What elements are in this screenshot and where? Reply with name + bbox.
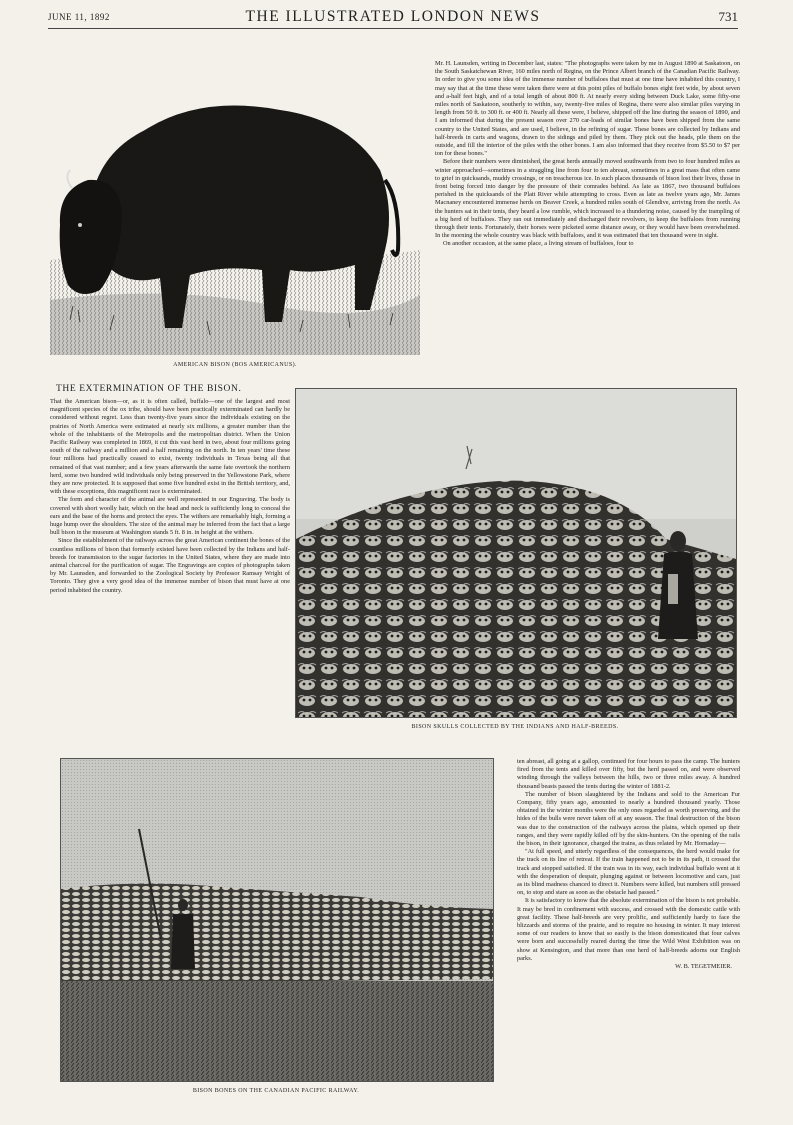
paragraph: The number of bison slaughtered by the Indians and sold to the American Fur Company, fifty years ago, amounted to nearly a hundred thousand yearly. Those obtained in the winter months were the only ones regarded as worth preserving, and the hides of the bulls were never taken off at any season. The final destruction of the bison was due to the construction of the railways across the plains, which opened up their ranges, and they were rapidly killed off by the skin-hunters. On the opening of the rails the bison, in their ignorance, charged the trains, as thus related by Mr. Hornaday— bbox=[517, 790, 740, 848]
paragraph: Before their numbers were diminished, the great herds annually moved southwards from two to four hundred miles as winter approached—sometimes in a straggling line from four to ten abreast, sometimes in a great mass that often came to grief in quicksands, muddy crossings, or on treacherous ice. In such places thousands of bison lost their lives, those in front being forced into danger by the pressure of their comrades behind. As late as 1867, two thousand buffaloes perished in the quicksands of the Platt River while attempting to cross. Even as late as twelve years ago, Mr. James Macnaney encountered immense herds on Beaver Creek, a hundred miles south of Glendive, arriving from the north. As the hunters sat in their tents, they heard a low rumble, which increased to a thundering noise, caused by the trampling of a big herd of buffaloes. They ran out immediately and discharged their revolvers, to keep the buffaloes from running through their tents. Fortunately, their horses were picketed some distance away, or they would have been overwhelmed. In the morning the whole country was black with buffaloes, and it was estimated that ten thousand were in sight. bbox=[435, 158, 740, 240]
bison-engraving bbox=[50, 60, 420, 355]
issue-date: JUNE 11, 1892 bbox=[48, 12, 110, 22]
paragraph: That the American bison—or, as it is often called, buffalo—one of the largest and most magnificent species of the ox tribe, should have been practically exterminated can hardly be considered without regret. Less than twenty-five years since the individuals existing on the prairies of North America were estimated at nearly six millions, a greater number than the whole of the inhabitants of the Metropolis and the metropolitan district. When the Union Pacific Railway was completed in 1869, it cut this vast herd in two, about four millions going south of the railway and a million and a half remaining on the north. In ten years' time these four millions had practically ceased to exist, twenty individuals in Texas being all that remained of that vast number; and a few years afterwards the same fate overtook the northern herd, some two hundred wild individuals only being preserved in the Yellowstone Park, where they are now protected. It is supposed that some five hundred exist in the British territory, and, with these exceptions, this magnificent race is exterminated. bbox=[50, 398, 290, 496]
page-number: 731 bbox=[718, 9, 738, 24]
paragraph: The form and character of the animal are well represented in our Engraving. The body is covered with short woolly hair, which on the head and neck is sufficiently long to conceal the ears and the base of the horns and protect the eyes. The withers are remarkably high, forming a huge hump over the shoulders. The size of the animal may be inferred from the fact that a large bull bison in the museum at Washington stands 5 ft. 8 in. in height at the withers. bbox=[50, 496, 290, 537]
article-right-bottom bbox=[517, 758, 740, 971]
paragraph: Mr. H. Launsden, writing in December last, states: "The photographs were taken by me in August 1890 at Saskatoon, on the South Saskatchewan River, 160 miles north of Regina, on the Prince Albert branch of the Canadian Pacific Railway. In order to give you some idea of the immense number of buffaloes that must at one time have inhabited this country, I may say that at the time these were taken there were at this point piles of buffalo bones eight feet wide, by about seven and a-half feet high, and of a total length of about 800 ft. At nearly every siding between Duck Lake, some fifty-one miles north of Saskatoon, southerly to within, say, twenty-five miles of Regina, there were also similar piles varying in length from 50 ft. to 300 ft. or 400 ft. Nearly all these were, I believe, shipped off the line during the season of 1890, and I am informed that during the present season over 270 car-loads of similar bones have been shipped from the same country to the United States, and are used, I believe, in the refining of sugar. These bones are collected by Indians and half-breeds in carts and wagons, drawn to the sidings and piled by them. They pick out the heads, pile them on the outside, and fill the interior of the piles with the other bones. I am also informed that they receive from $5.50 to $7 per ton for these bones." bbox=[435, 60, 740, 158]
paragraph: "At full speed, and utterly regardless of the consequences, the herd would make for the track on its line of retreat. If the train happened not to be in its path, it crossed the track and stopped satisfied. If the train was in its way, each individual buffalo went at it with the desperation of despair, plunging against or between locomotive and cars, just as its blind madness chanced to direct it. Numbers were killed, but numbers still pressed on, to stop and stare as soon as the obstacle had passed." bbox=[517, 848, 740, 897]
author-signature: W. B. TEGETMEIER. bbox=[675, 963, 732, 971]
bison-caption: AMERICAN BISON (BOS AMERICANUS). bbox=[173, 362, 297, 368]
newspaper-title: THE ILLUSTRATED LONDON NEWS bbox=[245, 8, 541, 25]
article-right-top bbox=[435, 60, 740, 249]
skulls-photograph bbox=[295, 388, 737, 718]
paragraph: Since the establishment of the railways across the great American continent the bones of the countless millions of bison that formerly existed have been collected by the Indians and half-breeds for transmission to the sugar factories in the United States, where they are made into animal charcoal for the purification of sugar. The Engravings are copies of photographs taken by Mr. Launsden, and forwarded to the Zoological Society by Professor Ramsay Wright of Toronto. They give a very good idea of the immense number of bison that must have at one period inhabited the country. bbox=[50, 537, 290, 594]
skulls-caption: BISON SKULLS COLLECTED BY THE INDIANS AND HALF-BREEDS. bbox=[411, 724, 619, 730]
bones-caption: BISON BONES ON THE CANADIAN PACIFIC RAILWAY. bbox=[192, 1088, 360, 1094]
paragraph: ten abreast, all going at a gallop, continued for four hours to pass the camp. The hunters fired from the tents and killed over fifty, but the herd passed on, and were observed winding through the valleys between the hills, two or three miles away. A hundred thousand beasts passed the tents during the winter of 1881-2. bbox=[517, 758, 740, 790]
article-headline: THE EXTERMINATION OF THE BISON. bbox=[56, 384, 242, 394]
paragraph: It is satisfactory to know that the absolute extermination of the bison is not probable. It may be bred in confinement with success, and crossed with the domestic cattle with great facility. These half-breeds are very prolific, and sufficiently hardy to face the blizzards and storms of the prairie, and to require no housing in winter. It may interest some of our readers to know that so easily is the bison domesticated that four calves were born and successfully reared during the time the Wild West Exhibition was on show at Kensington, and that more than one herd of half-breeds adorns our English parks. bbox=[517, 897, 740, 962]
bones-photograph bbox=[60, 758, 494, 1082]
article-left-column bbox=[50, 398, 290, 595]
page-header bbox=[48, 6, 738, 29]
paragraph: On another occasion, at the same place, a living stream of buffaloes, four to bbox=[443, 240, 634, 248]
